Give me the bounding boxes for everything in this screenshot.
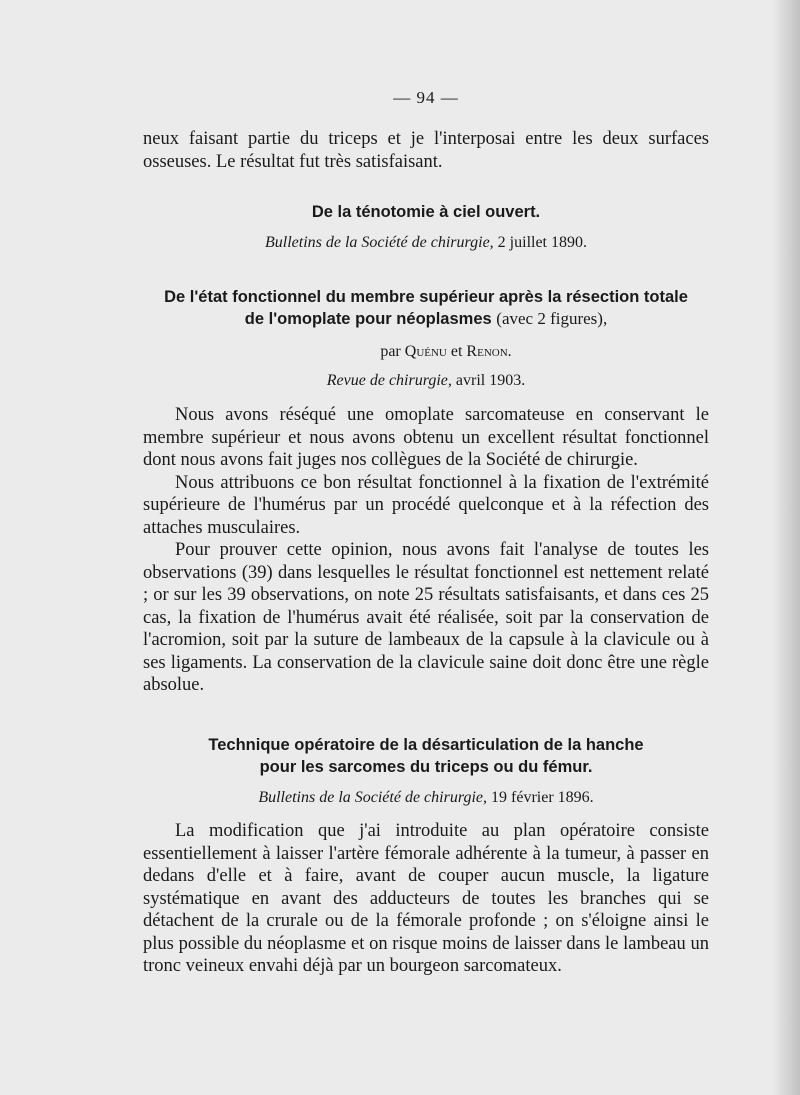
section3-source-journal: Bulletins de la Société de chirurgie,	[258, 789, 488, 806]
section3-title-line1: Technique opératoire de la désarticulation de la hanche	[208, 736, 644, 754]
section2-source	[143, 372, 709, 390]
page-edge-shadow	[772, 0, 800, 1095]
section3-source	[143, 789, 709, 807]
section3-title-line2: pour les sarcomes du triceps ou du fémur.	[259, 758, 593, 776]
section2-heading	[143, 286, 709, 330]
section2-title-suffix: (avec 2 figures),	[496, 309, 608, 328]
section3-source-date: 19 février 1896.	[491, 789, 594, 806]
intro-paragraph: neux faisant partie du triceps et je l'interposai entre les deux surfaces osseuses. Le résultat fut très satisfaisant.	[143, 129, 709, 172]
section1-title: De la ténotomie à ciel ouvert.	[311, 203, 541, 221]
section2-title-line1: De l'état fonctionnel du membre supérieur après la résection totale	[164, 288, 688, 306]
section1-source-date: 2 juillet 1890.	[497, 234, 587, 251]
section1-source	[143, 234, 709, 252]
section2-title-line2-wrap	[143, 308, 709, 330]
section3-paragraph: La modification que j'ai introduite au plan opératoire consiste essentiellement à laisser l'artère fémorale adhérente à la tumeur, à passer en dedans d'elle et à faire, avant de couper aucun muscle, la ligature systématique en avant des adducteurs de toutes les branches qui se détachent de la crurale ou de la fémorale profonde ; on s'éloigne ainsi le plus possible du néoplasme et on risque moins de laisser dans le lambeau un tronc veineux envahi déjà par un bourgeon sarcomateux.	[143, 821, 709, 976]
section2-source-date: avril 1903.	[455, 372, 526, 389]
section2-paragraph-1: Nous avons réséqué une omoplate sarcomateuse en conservant le membre supérieur et nous avons obtenu un excellent résultat fonctionnel dont nous avons fait juges nos collègues de la Société de chirurgie.	[143, 405, 709, 470]
section2-body	[143, 404, 709, 697]
section2-title-line2: de l'omoplate pour néoplasmes	[244, 310, 492, 328]
section3-heading	[143, 734, 709, 778]
section1-source-journal: Bulletins de la Société de chirurgie,	[264, 234, 494, 251]
section2-byline	[143, 343, 709, 361]
section2-paragraph-3: Pour prouver cette opinion, nous avons fait l'analyse de toutes les observations (39) dans lesquelles le résultat fonctionnel est nettement relaté ; or sur les 39 observations, on note 25 résultats satisfaisants, et dans ces 25 cas, la fixation de l'humérus avait été réalisée, soit par la conservation de l'acromion, soit par la suture de lambeaux de la capsule à la clavicule ou à ses ligaments. La conservation de la clavicule saine doit donc être une règle absolue.	[143, 540, 709, 695]
page-number: — 94 —	[393, 88, 459, 107]
byline-author1: Quénu	[404, 343, 447, 360]
section2-source-journal: Revue de chirurgie,	[326, 372, 452, 389]
byline-et: et	[450, 343, 463, 360]
byline-par: par	[380, 343, 401, 360]
byline-author2: Renon.	[466, 343, 512, 360]
section2-paragraph-2: Nous attribuons ce bon résultat fonctionnel à la fixation de l'extrémité supérieure de l'humérus par un procédé quelconque et à la réfection des attaches musculaires.	[143, 472, 709, 538]
